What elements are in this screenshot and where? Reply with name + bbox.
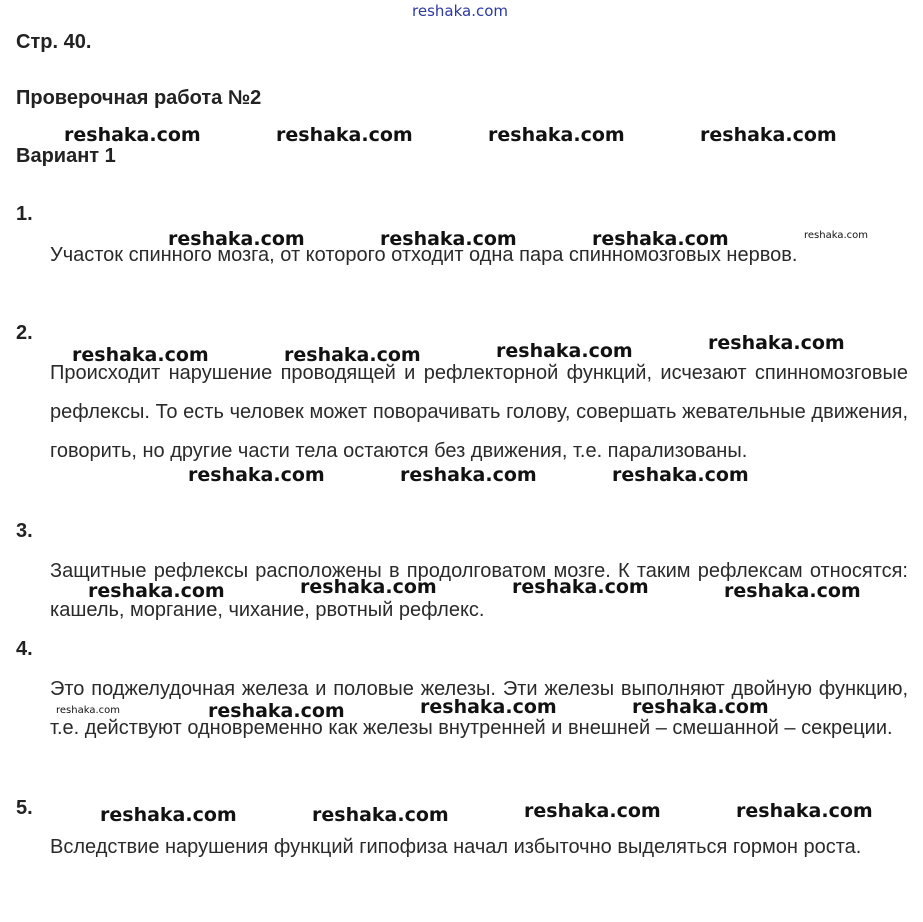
- answer-text: Защитные рефлексы расположены в продолговатом мозге. К таким рефлексам относятся: кашель, моргание, чихание, рвотный рефлекс.: [50, 560, 908, 621]
- watermark: reshaka.com: [312, 804, 449, 826]
- watermark: reshaka.com: [400, 464, 537, 486]
- watermark: reshaka.com: [736, 800, 873, 822]
- answer-text: Это поджелудочная железа и половые железы. Эти железы выполняют двойную функцию, т.е. действуют одновременно как железы внутренней и внешней – смешанной – секреции.: [50, 678, 908, 739]
- watermark: reshaka.com: [496, 340, 633, 362]
- watermark: reshaka.com: [300, 576, 437, 598]
- question-number: 1.: [16, 203, 33, 225]
- watermark: reshaka.com: [524, 800, 661, 822]
- page-number: Стр. 40.: [16, 31, 92, 53]
- test-title: Проверочная работа №2: [16, 87, 262, 109]
- watermark: reshaka.com: [276, 124, 413, 146]
- watermark: reshaka.com: [168, 228, 305, 250]
- watermark: reshaka.com: [420, 696, 557, 718]
- watermark: reshaka.com: [700, 124, 837, 146]
- watermark: reshaka.com: [88, 580, 225, 602]
- watermark: reshaka.com: [72, 344, 209, 366]
- watermark: reshaka.com: [724, 580, 861, 602]
- variant-heading: Вариант 1: [16, 145, 116, 167]
- watermark: reshaka.com: [708, 332, 845, 354]
- watermark: reshaka.com: [488, 124, 625, 146]
- watermark: reshaka.com: [612, 464, 749, 486]
- watermark: reshaka.com: [284, 344, 421, 366]
- question-number: 5.: [16, 797, 33, 819]
- watermark: reshaka.com: [632, 696, 769, 718]
- watermark: reshaka.com: [64, 124, 201, 146]
- answer-text: Участок спинного мозга, от которого отходит одна пара спинномозговых нервов.: [50, 244, 798, 266]
- watermark: reshaka.com: [804, 230, 868, 241]
- answer-text: Происходит нарушение проводящей и рефлекторной функций, исчезают спинномозговые рефлексы. То есть человек может поворачивать голову, совершать жевательные движения, говорить, но другие части тела остаются без движения, т.е. парализованы.: [50, 362, 908, 462]
- watermark: reshaka.com: [380, 228, 517, 250]
- question-number: 4.: [16, 638, 33, 660]
- question-number: 2.: [16, 322, 33, 344]
- answer-text: Вследствие нарушения функций гипофиза начал избыточно выделяться гормон роста.: [50, 836, 862, 858]
- watermark: reshaka.com: [592, 228, 729, 250]
- watermark: reshaka.com: [56, 705, 120, 716]
- watermark: reshaka.com: [100, 804, 237, 826]
- watermark: reshaka.com: [208, 700, 345, 722]
- watermark: reshaka.com: [188, 464, 325, 486]
- watermark: reshaka.com: [512, 576, 649, 598]
- question-number: 3.: [16, 520, 33, 542]
- watermark: reshaka.com: [412, 2, 508, 20]
